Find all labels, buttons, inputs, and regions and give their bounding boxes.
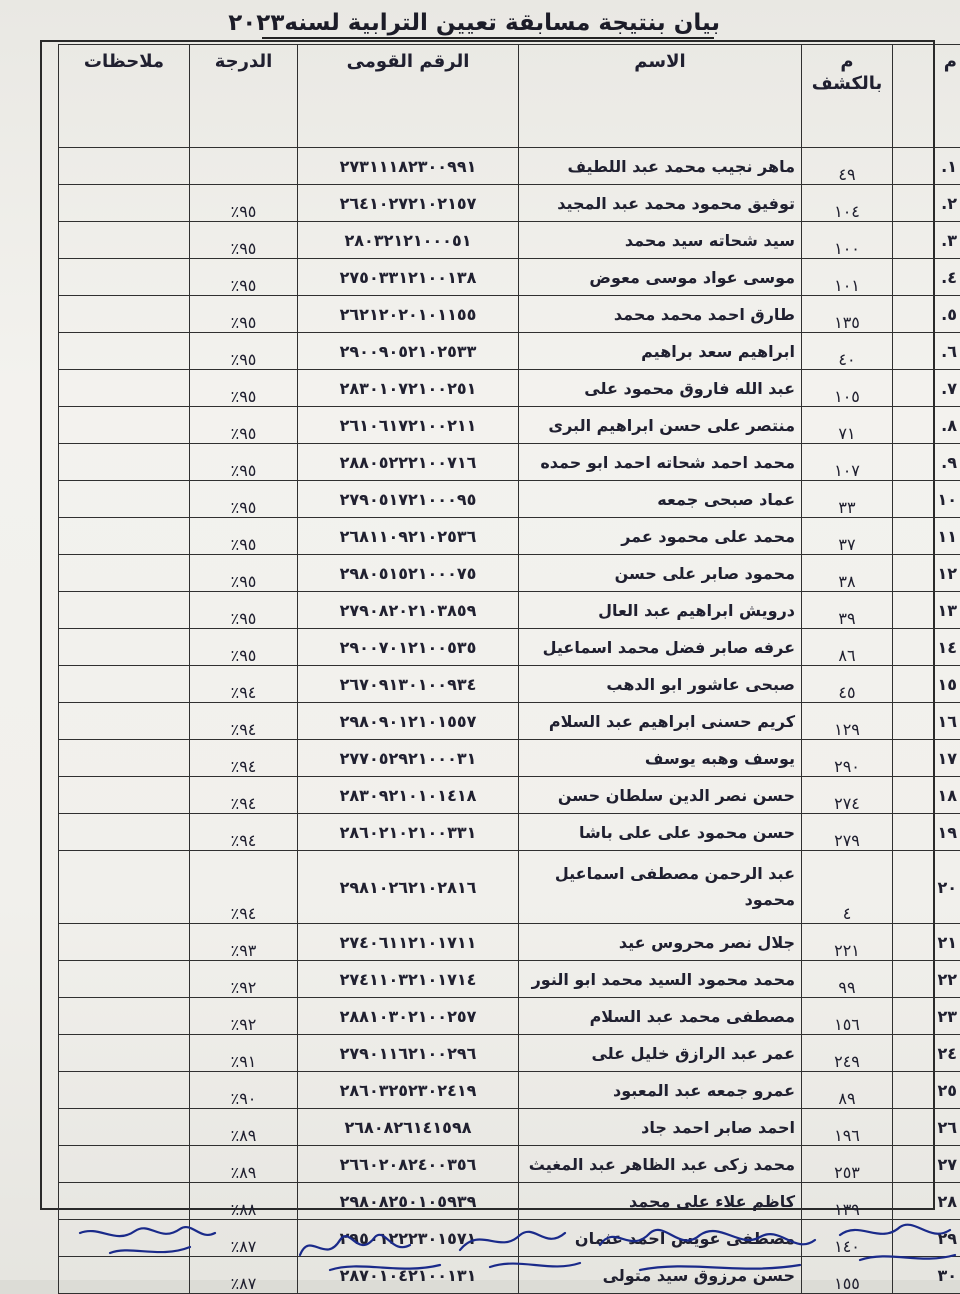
row-index: ١٧ xyxy=(893,740,960,777)
table-row xyxy=(59,629,960,666)
row-notes xyxy=(59,998,190,1035)
row-notes xyxy=(59,1146,190,1183)
row-sheet-number: ١٥٥ xyxy=(802,1257,893,1294)
row-notes xyxy=(59,1072,190,1109)
header-index: م xyxy=(893,45,960,148)
row-sheet-number: ٢٢١ xyxy=(802,924,893,961)
row-index: ١٣ xyxy=(893,592,960,629)
row-grade: ٩٥٪ xyxy=(190,518,298,555)
row-index: ٢٢ xyxy=(893,961,960,998)
row-name: احمد صابر احمد جاد xyxy=(519,1109,802,1146)
row-grade: ٩٥٪ xyxy=(190,222,298,259)
row-grade: ٨٩٪ xyxy=(190,1146,298,1183)
row-index: ٩. xyxy=(893,444,960,481)
row-national-id: ٢٨٨٠٥٢٢٢١٠٠٧١٦ xyxy=(298,444,519,481)
header-name: الاسم xyxy=(519,45,802,148)
row-grade: ٩٥٪ xyxy=(190,370,298,407)
row-name: محمد احمد شحاته احمد ابو حمده xyxy=(519,444,802,481)
row-grade: ٩٤٪ xyxy=(190,814,298,851)
table-row xyxy=(59,1109,960,1146)
row-name: جلال نصر محروس عيد xyxy=(519,924,802,961)
row-name: منتصر على حسن ابراهيم البرى xyxy=(519,407,802,444)
row-sheet-number: ١٠٤ xyxy=(802,185,893,222)
row-index: ٨. xyxy=(893,407,960,444)
row-national-id: ٢٧٥٠٣٣١٢١٠٠١٣٨ xyxy=(298,259,519,296)
row-index: ١٩ xyxy=(893,814,960,851)
row-notes xyxy=(59,629,190,666)
table-row xyxy=(59,703,960,740)
row-national-id: ٢٨٣٠١٠٧٢١٠٠٢٥١ xyxy=(298,370,519,407)
row-name: محمد زكى عبد الظاهر عبد المغيث xyxy=(519,1146,802,1183)
row-name: عمرو جمعه عبد المعبود xyxy=(519,1072,802,1109)
row-notes xyxy=(59,924,190,961)
row-sheet-number: ٢٧٩ xyxy=(802,814,893,851)
row-sheet-number: ٨٩ xyxy=(802,1072,893,1109)
row-sheet-number: ٢٩٠ xyxy=(802,740,893,777)
row-grade: ٨٩٪ xyxy=(190,1109,298,1146)
table-row xyxy=(59,814,960,851)
row-index: ٢٦ xyxy=(893,1109,960,1146)
row-index: ٧. xyxy=(893,370,960,407)
row-sheet-number: ٨٦ xyxy=(802,629,893,666)
row-grade: ٩٥٪ xyxy=(190,592,298,629)
row-sheet-number: ١٠٠ xyxy=(802,222,893,259)
row-notes xyxy=(59,222,190,259)
row-name: موسى عواد موسى معوض xyxy=(519,259,802,296)
row-sheet-number: ٣٩ xyxy=(802,592,893,629)
row-national-id: ٢٨٦٠٢١٠٢١٠٠٣٣١ xyxy=(298,814,519,851)
row-grade: ٩٥٪ xyxy=(190,296,298,333)
row-name: مصطفى محمد عبد السلام xyxy=(519,998,802,1035)
row-grade: ٩١٪ xyxy=(190,1035,298,1072)
table-row xyxy=(59,1035,960,1072)
row-sheet-number: ٣٧ xyxy=(802,518,893,555)
row-notes xyxy=(59,851,190,924)
row-sheet-number: ١٤٠ xyxy=(802,1220,893,1257)
row-national-id: ٢٨٣٠٩٢١٠١٠١٤١٨ xyxy=(298,777,519,814)
row-name: كريم حسنى ابراهيم عبد السلام xyxy=(519,703,802,740)
row-national-id: ٢٦١٠٦١٧٢١٠٠٢١١ xyxy=(298,407,519,444)
row-national-id: ٢٧٣١١١٨٢٣٠٠٩٩١ xyxy=(298,148,519,185)
row-name: سيد شحاته سيد محمد xyxy=(519,222,802,259)
row-national-id: ٢٦٨١١٠٩٢١٠٢٥٣٦ xyxy=(298,518,519,555)
row-sheet-number: ١٠١ xyxy=(802,259,893,296)
row-national-id: ٢٩٨٠٨٢٥٠١٠٥٩٣٩ xyxy=(298,1183,519,1220)
row-grade: ٩٤٪ xyxy=(190,703,298,740)
row-notes xyxy=(59,961,190,998)
row-notes xyxy=(59,444,190,481)
row-index: ٢١ xyxy=(893,924,960,961)
table-row xyxy=(59,518,960,555)
row-national-id: ٢٩٥٠١٢٢٢٣٠١٥٧١ xyxy=(298,1220,519,1257)
table-header-row xyxy=(59,45,960,148)
row-national-id: ٢٧٤١١٠٣٢١٠١٧١٤ xyxy=(298,961,519,998)
signature-1 xyxy=(80,1227,215,1253)
table-row xyxy=(59,222,960,259)
row-index: ١٤ xyxy=(893,629,960,666)
table-row xyxy=(59,444,960,481)
results-table xyxy=(58,44,960,1294)
row-notes xyxy=(59,1183,190,1220)
row-national-id: ٢٦٦٠٢٠٨٢٤٠٠٣٥٦ xyxy=(298,1146,519,1183)
row-name: كاظم علاء على محمد xyxy=(519,1183,802,1220)
row-grade: ٩٥٪ xyxy=(190,333,298,370)
row-index: ١٨ xyxy=(893,777,960,814)
row-sheet-number: ١٠٥ xyxy=(802,370,893,407)
row-notes xyxy=(59,407,190,444)
row-grade: ٩٢٪ xyxy=(190,961,298,998)
document-title: بيان بنتيجة مسابقة تعيين الترابية لسنه٢٠٢٣ xyxy=(250,10,720,36)
table-row xyxy=(59,148,960,185)
row-grade: ٩٤٪ xyxy=(190,740,298,777)
row-notes xyxy=(59,333,190,370)
row-sheet-number: ٤٩ xyxy=(802,148,893,185)
row-notes xyxy=(59,148,190,185)
row-grade: ٩٥٪ xyxy=(190,185,298,222)
table-row xyxy=(59,851,960,924)
row-notes xyxy=(59,814,190,851)
row-index: ٦. xyxy=(893,333,960,370)
row-notes xyxy=(59,1035,190,1072)
row-notes xyxy=(59,666,190,703)
row-name: درويش ابراهيم عبد العال xyxy=(519,592,802,629)
row-national-id: ٢٧٩٠٨٢٠٢١٠٣٨٥٩ xyxy=(298,592,519,629)
row-index: ١١ xyxy=(893,518,960,555)
row-grade: ٨٧٪ xyxy=(190,1220,298,1257)
row-index: ١٦ xyxy=(893,703,960,740)
row-index: ٣٠ xyxy=(893,1257,960,1294)
table-row xyxy=(59,961,960,998)
table-row xyxy=(59,370,960,407)
table-row xyxy=(59,185,960,222)
row-national-id: ٢٨٧٠١٠٤٢١٠٠١٣١ xyxy=(298,1257,519,1294)
row-grade: ٩٢٪ xyxy=(190,998,298,1035)
row-index: ٢٣ xyxy=(893,998,960,1035)
row-notes xyxy=(59,703,190,740)
row-national-id: ٢٩٨٠٥١٥٢١٠٠٠٧٥ xyxy=(298,555,519,592)
table-row xyxy=(59,555,960,592)
row-grade: ٩٠٪ xyxy=(190,1072,298,1109)
row-sheet-number: ٣٨ xyxy=(802,555,893,592)
row-grade xyxy=(190,148,298,185)
signatures-area xyxy=(40,1215,960,1280)
table-row xyxy=(59,407,960,444)
row-national-id: ٢٦٨٠٨٢٦١٤١٥٩٨ xyxy=(298,1109,519,1146)
row-national-id: ٢٧٧٠٥٢٩٢١٠٠٠٣١ xyxy=(298,740,519,777)
row-national-id: ٢٩٠٠٩٠٥٢١٠٢٥٣٣ xyxy=(298,333,519,370)
row-notes xyxy=(59,259,190,296)
row-notes xyxy=(59,1109,190,1146)
row-index: ٢٨ xyxy=(893,1183,960,1220)
row-name: حسن نصر الدين سلطان حسن xyxy=(519,777,802,814)
row-sheet-number: ٧١ xyxy=(802,407,893,444)
row-national-id: ٢٩٠٠٧٠١٢١٠٠٥٣٥ xyxy=(298,629,519,666)
row-name: عماد صبحى جمعه xyxy=(519,481,802,518)
row-notes xyxy=(59,481,190,518)
row-sheet-number: ٢٥٣ xyxy=(802,1146,893,1183)
row-name: عرفه صابر فضل محمد اسماعيل xyxy=(519,629,802,666)
header-sheet-number-label: م بالكشف xyxy=(812,51,883,94)
row-index: ١٢ xyxy=(893,555,960,592)
row-index: ٢٥ xyxy=(893,1072,960,1109)
row-national-id: ٢٦٢١٢٠٢٠١٠١١٥٥ xyxy=(298,296,519,333)
row-grade: ٩٣٪ xyxy=(190,924,298,961)
row-name: توفيق محمود محمد عبد المجيد xyxy=(519,185,802,222)
table-row xyxy=(59,666,960,703)
table-body xyxy=(59,148,960,1294)
row-name: محمد على محمود عمر xyxy=(519,518,802,555)
row-sheet-number: ١٢٩ xyxy=(802,703,893,740)
row-sheet-number: ٢٧٤ xyxy=(802,777,893,814)
row-grade: ٩٥٪ xyxy=(190,444,298,481)
row-national-id: ٢٦٤١٠٢٧٢١٠٢١٥٧ xyxy=(298,185,519,222)
row-notes xyxy=(59,740,190,777)
row-sheet-number: ١٩٦ xyxy=(802,1109,893,1146)
row-index: ٢٧ xyxy=(893,1146,960,1183)
row-grade: ٩٥٪ xyxy=(190,555,298,592)
table-row xyxy=(59,777,960,814)
row-sheet-number: ١٣٥ xyxy=(802,296,893,333)
row-sheet-number: ١٠٧ xyxy=(802,444,893,481)
row-grade: ٩٥٪ xyxy=(190,481,298,518)
row-index: ٢٤ xyxy=(893,1035,960,1072)
row-index: ٥. xyxy=(893,296,960,333)
row-national-id: ٢٨٨١٠٣٠٢١٠٠٢٥٧ xyxy=(298,998,519,1035)
row-index: ٤. xyxy=(893,259,960,296)
row-notes xyxy=(59,555,190,592)
row-index: ٢٠ xyxy=(893,851,960,924)
table-row xyxy=(59,481,960,518)
table-row xyxy=(59,592,960,629)
row-index: ٢٩ xyxy=(893,1220,960,1257)
row-grade: ٩٥٪ xyxy=(190,259,298,296)
signature-4 xyxy=(600,1230,815,1270)
row-sheet-number: ٤٥ xyxy=(802,666,893,703)
row-national-id: ٢٧٩٠١١٦٢١٠٠٢٩٦ xyxy=(298,1035,519,1072)
row-name: عبد الرحمن مصطفى اسماعيل محمود xyxy=(519,851,802,924)
row-sheet-number: ٣٣ xyxy=(802,481,893,518)
table-row xyxy=(59,924,960,961)
table-row xyxy=(59,998,960,1035)
row-name: يوسف وهبه يوسف xyxy=(519,740,802,777)
header-sheet-number xyxy=(802,45,893,148)
row-notes xyxy=(59,777,190,814)
signature-5 xyxy=(840,1225,955,1260)
row-name: عمر عبد الرازق خليل على xyxy=(519,1035,802,1072)
row-sheet-number: ١٣٩ xyxy=(802,1183,893,1220)
row-name: ماهر نجيب محمد عبد اللطيف xyxy=(519,148,802,185)
row-sheet-number: ٤ xyxy=(802,851,893,924)
row-national-id: ٢٩٨١٠٢٦٢١٠٢٨١٦ xyxy=(298,851,519,924)
row-index: ١٥ xyxy=(893,666,960,703)
row-index: ٣. xyxy=(893,222,960,259)
row-notes xyxy=(59,592,190,629)
row-name: محمود صابر على حسن xyxy=(519,555,802,592)
table-row xyxy=(59,259,960,296)
header-national-id: الرقم القومى xyxy=(298,45,519,148)
row-notes xyxy=(59,518,190,555)
row-notes xyxy=(59,370,190,407)
row-grade: ٩٤٪ xyxy=(190,851,298,924)
row-national-id: ٢٦٧٠٩١٣٠١٠٠٩٣٤ xyxy=(298,666,519,703)
row-sheet-number: ٩٩ xyxy=(802,961,893,998)
table-row xyxy=(59,296,960,333)
signature-3 xyxy=(460,1232,580,1267)
signature-2 xyxy=(300,1235,440,1270)
row-name: صبحى عاشور ابو الدهب xyxy=(519,666,802,703)
row-grade: ٨٧٪ xyxy=(190,1257,298,1294)
row-index: ١. xyxy=(893,148,960,185)
row-national-id: ٢٩٨٠٩٠١٢١٠١٥٥٧ xyxy=(298,703,519,740)
row-index: ٢. xyxy=(893,185,960,222)
header-notes: ملاحظات xyxy=(59,45,190,148)
row-national-id: ٢٨٠٣٢١٢١٠٠٠٥١ xyxy=(298,222,519,259)
row-name: عبد الله فاروق محمود على xyxy=(519,370,802,407)
row-grade: ٩٥٪ xyxy=(190,407,298,444)
row-index: ١٠ xyxy=(893,481,960,518)
row-national-id: ٢٧٩٠٥١٧٢١٠٠٠٩٥ xyxy=(298,481,519,518)
table-row xyxy=(59,740,960,777)
row-name: حسن محمود على على باشا xyxy=(519,814,802,851)
row-name: طارق احمد محمد محمد xyxy=(519,296,802,333)
row-grade: ٩٤٪ xyxy=(190,666,298,703)
row-grade: ٩٤٪ xyxy=(190,777,298,814)
table-row xyxy=(59,1183,960,1220)
row-national-id: ٢٧٤٠٦١١٢١٠١٧١١ xyxy=(298,924,519,961)
row-national-id: ٢٨٦٠٣٢٥٢٣٠٢٤١٩ xyxy=(298,1072,519,1109)
row-sheet-number: ٤٠ xyxy=(802,333,893,370)
header-grade: الدرجة xyxy=(190,45,298,148)
title-underline xyxy=(262,37,714,39)
table-row xyxy=(59,1072,960,1109)
row-sheet-number: ١٥٦ xyxy=(802,998,893,1035)
row-grade: ٨٨٪ xyxy=(190,1183,298,1220)
row-notes xyxy=(59,296,190,333)
row-name: حسن مرزوق سيد متولى xyxy=(519,1257,802,1294)
row-sheet-number: ٢٤٩ xyxy=(802,1035,893,1072)
table-row xyxy=(59,333,960,370)
table-row xyxy=(59,1146,960,1183)
row-grade: ٩٥٪ xyxy=(190,629,298,666)
row-name: ابراهيم سعد براهيم xyxy=(519,333,802,370)
row-name: محمد محمود السيد محمد ابو النور xyxy=(519,961,802,998)
row-name: مصطفى عويس احمد عثمان xyxy=(519,1220,802,1257)
row-notes xyxy=(59,185,190,222)
